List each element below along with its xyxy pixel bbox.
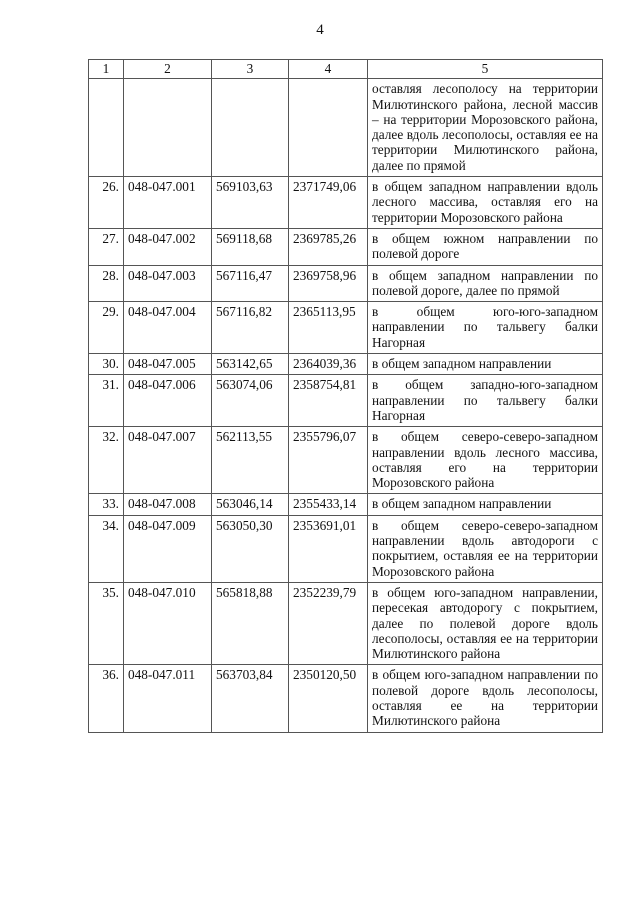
coordinate-x: 563046,14: [212, 494, 289, 515]
table-row: [89, 375, 603, 427]
coordinate-x: 563142,65: [212, 354, 289, 375]
point-code: 048-047.007: [124, 427, 212, 494]
page-number: 4: [316, 22, 324, 38]
point-code: 048-047.009: [124, 515, 212, 582]
boundary-description: в общем юго-юго-западном направлении по тальвегу балки Нагорная: [368, 302, 603, 354]
table-row: [89, 515, 603, 582]
table-row: [89, 177, 603, 229]
table-row: [89, 494, 603, 515]
coordinate-x: 569118,68: [212, 228, 289, 265]
header-col-5: 5: [368, 60, 603, 79]
coordinate-y: 2365113,95: [289, 302, 368, 354]
point-code: 048-047.008: [124, 494, 212, 515]
continuation-row: [89, 79, 603, 177]
boundary-description: в общем северо-северо-западном направлении вдоль лесного массива, оставляя его на территории Морозовского района: [368, 427, 603, 494]
coordinate-y: 2369758,96: [289, 265, 368, 302]
coordinate-y: 2355796,07: [289, 427, 368, 494]
coordinate-x: 563050,30: [212, 515, 289, 582]
header-col-1: 1: [89, 60, 124, 79]
boundary-description: в общем юго-западном направлении, пересекая автодорогу с покрытием, далее по полевой дороге вдоль лесополосы, оставляя ее на территории Милютинского района: [368, 582, 603, 664]
coordinate-y: 2355433,14: [289, 494, 368, 515]
coordinate-y: 2364039,36: [289, 354, 368, 375]
boundary-description: в общем западно-юго-западном направлении по тальвегу балки Нагорная: [368, 375, 603, 427]
coordinate-x: 569103,63: [212, 177, 289, 229]
coordinate-x: 567116,82: [212, 302, 289, 354]
table-row: [89, 427, 603, 494]
row-number: 28.: [89, 265, 124, 302]
table-row: [89, 228, 603, 265]
boundary-description: в общем северо-северо-западном направлении вдоль автодороги с покрытием, оставляя ее на территории Морозовского района: [368, 515, 603, 582]
coordinate-y: 2353691,01: [289, 515, 368, 582]
coordinate-y: 2371749,06: [289, 177, 368, 229]
table-header-row: [89, 60, 603, 79]
boundary-points-table: [88, 59, 603, 733]
point-code: 048-047.003: [124, 265, 212, 302]
point-code: 048-047.002: [124, 228, 212, 265]
boundary-description: в общем западном направлении: [368, 494, 603, 515]
point-code: 048-047.010: [124, 582, 212, 664]
header-col-4: 4: [289, 60, 368, 79]
row-number: 33.: [89, 494, 124, 515]
point-code: 048-047.011: [124, 665, 212, 732]
coordinate-x: 563074,06: [212, 375, 289, 427]
table-row: [89, 302, 603, 354]
boundary-description: в общем западном направлении вдоль лесного массива, оставляя его на территории Морозовского района: [368, 177, 603, 229]
boundary-description: в общем западном направлении: [368, 354, 603, 375]
row-number: 31.: [89, 375, 124, 427]
table-row: [89, 665, 603, 732]
row-number: 26.: [89, 177, 124, 229]
table-row: [89, 354, 603, 375]
coordinate-y: 2350120,50: [289, 665, 368, 732]
row-number: 27.: [89, 228, 124, 265]
header-col-3: 3: [212, 60, 289, 79]
row-number: 34.: [89, 515, 124, 582]
row-number: 29.: [89, 302, 124, 354]
coordinate-x: 565818,88: [212, 582, 289, 664]
row-number: 35.: [89, 582, 124, 664]
table-row: [89, 265, 603, 302]
coordinate-y: 2352239,79: [289, 582, 368, 664]
row-number: 30.: [89, 354, 124, 375]
coordinate-x: 563703,84: [212, 665, 289, 732]
coordinate-y: 2358754,81: [289, 375, 368, 427]
row-number: 36.: [89, 665, 124, 732]
continuation-text: оставляя лесополосу на территории Милютинского района, лесной массив – на территории Морозовского района, далее вдоль лесополосы, оставляя ее на территории Милютинского района, далее по прямой: [368, 79, 603, 177]
coordinate-y: 2369785,26: [289, 228, 368, 265]
coordinate-x: 562113,55: [212, 427, 289, 494]
point-code: 048-047.004: [124, 302, 212, 354]
header-col-2: 2: [124, 60, 212, 79]
point-code: 048-047.001: [124, 177, 212, 229]
coordinate-x: 567116,47: [212, 265, 289, 302]
boundary-description: в общем юго-западном направлении по полевой дороге вдоль лесополосы, оставляя ее на территории Милютинского района: [368, 665, 603, 732]
boundary-description: в общем южном направлении по полевой дороге: [368, 228, 603, 265]
boundary-description: в общем западном направлении по полевой дороге, далее по прямой: [368, 265, 603, 302]
point-code: 048-047.005: [124, 354, 212, 375]
table-row: [89, 582, 603, 664]
point-code: 048-047.006: [124, 375, 212, 427]
row-number: 32.: [89, 427, 124, 494]
